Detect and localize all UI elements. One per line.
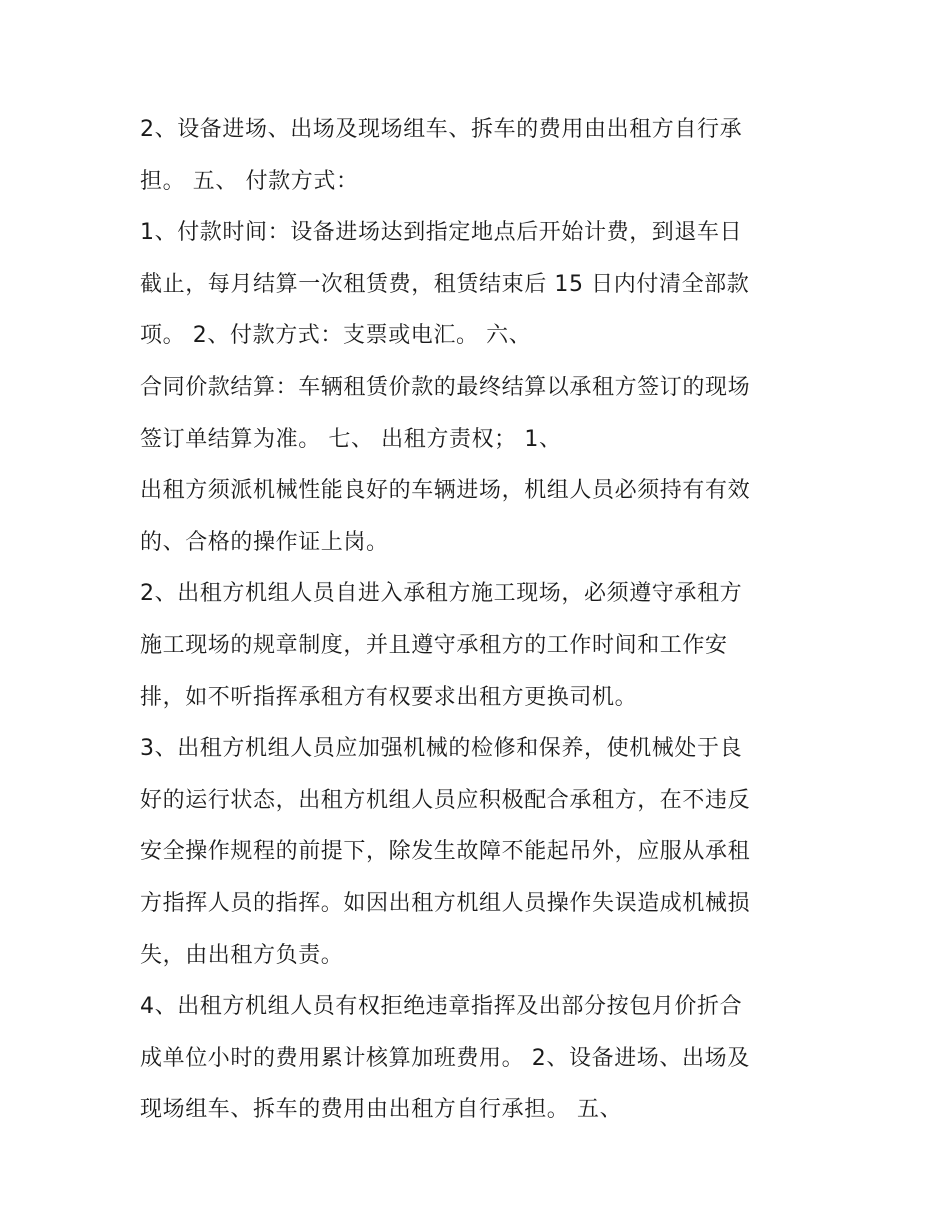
text-line: 失，由出租方负责。	[140, 942, 344, 968]
text-line: 3、出租方机组人员应加强机械的检修和保养，使机械处于良	[140, 736, 743, 762]
text-line: 排，如不听指挥承租方有权要求出租方更换司机。	[140, 684, 638, 710]
text-line: 1、付款时间：设备进场达到指定地点后开始计费，到退车日	[140, 220, 743, 246]
text-line: 2、出租方机组人员自进入承租方施工现场，必须遵守承租方	[140, 581, 743, 607]
text-line: 4、出租方机组人员有权拒绝违章指挥及出部分按包月价折合	[140, 994, 743, 1020]
text-line: 合同价款结算：车辆租赁价款的最终结算以承租方签订的现场	[140, 374, 751, 400]
text-line: 项。 2、付款方式：支票或电汇。 六、	[140, 323, 532, 349]
text-line: 出租方须派机械性能良好的车辆进场，机组人员必须持有有效	[140, 478, 751, 504]
text-line: 安全操作规程的前提下，除发生故障不能起吊外，应服从承租	[140, 839, 751, 865]
text-line: 截止，每月结算一次租赁费，租赁结束后 15 日内付清全部款	[140, 271, 750, 297]
text-line: 签订单结算为准。 七、 出租方责权； 1、	[140, 426, 562, 452]
text-line: 施工现场的规章制度，并且遵守承租方的工作时间和工作安	[140, 632, 728, 658]
text-line: 2、设备进场、出场及现场组车、拆车的费用由出租方自行承	[140, 117, 743, 142]
text-line: 的、合格的操作证上岗。	[140, 529, 389, 555]
text-line: 方指挥人员的指挥。如因出租方机组人员操作失误造成机械损	[140, 890, 751, 916]
document-body	[140, 104, 830, 1136]
text-line: 担。 五、 付款方式：	[140, 168, 359, 194]
text-line: 现场组车、拆车的费用由出租方自行承担。 五、	[140, 1097, 623, 1123]
text-line: 成单位小时的费用累计核算加班费用。 2、设备进场、出场及	[140, 1045, 750, 1071]
text-line: 好的运行状态，出租方机组人员应积极配合承租方，在不违反	[140, 787, 751, 813]
